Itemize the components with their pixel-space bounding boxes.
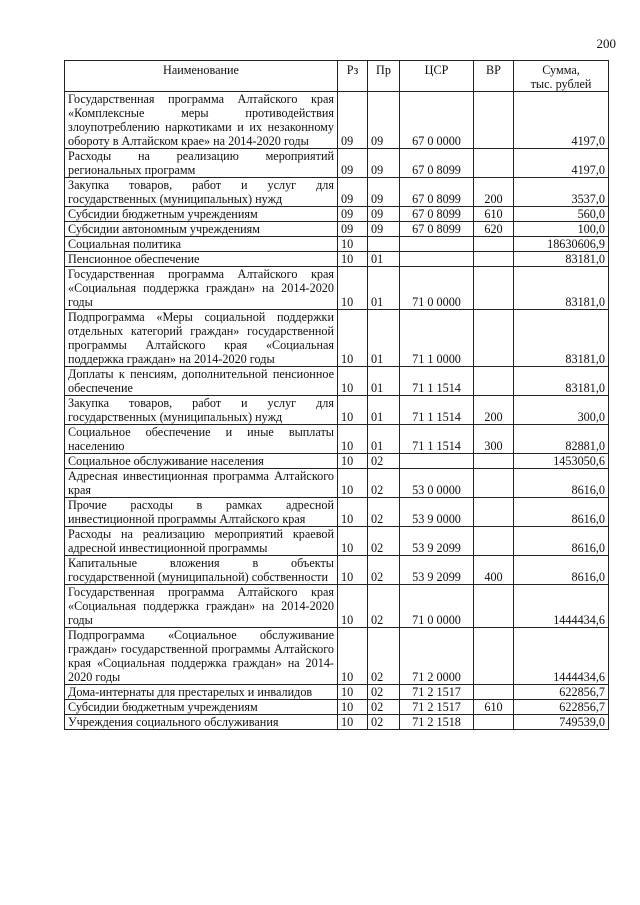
cell-pr: 02 xyxy=(368,454,400,469)
cell-name: Социальное обеспечение и иные выплаты населению xyxy=(65,425,338,454)
table-row xyxy=(65,527,609,556)
cell-sum: 4197,0 xyxy=(514,92,609,149)
cell-name: Государственная программа Алтайского края «Комплексные меры противодействия злоупотреблению наркотиками и их незаконному обороту в Алтайском крае» на 2014-2020 годы xyxy=(65,92,338,149)
cell-pr: 09 xyxy=(368,92,400,149)
cell-csr: 71 1 1514 xyxy=(400,425,474,454)
cell-rz: 10 xyxy=(338,685,368,700)
cell-pr: 01 xyxy=(368,425,400,454)
cell-vr: 610 xyxy=(474,700,514,715)
cell-name: Социальная политика xyxy=(65,237,338,252)
table-row xyxy=(65,207,609,222)
cell-sum: 83181,0 xyxy=(514,310,609,367)
cell-vr xyxy=(474,310,514,367)
cell-sum: 300,0 xyxy=(514,396,609,425)
cell-sum: 18630606,9 xyxy=(514,237,609,252)
cell-vr xyxy=(474,585,514,628)
table-row xyxy=(65,628,609,685)
cell-sum: 8616,0 xyxy=(514,469,609,498)
cell-sum: 560,0 xyxy=(514,207,609,222)
cell-csr: 67 0 8099 xyxy=(400,207,474,222)
cell-pr: 02 xyxy=(368,715,400,730)
header-sum-line1: Сумма, xyxy=(542,63,580,77)
cell-vr xyxy=(474,367,514,396)
cell-pr: 02 xyxy=(368,585,400,628)
cell-rz: 10 xyxy=(338,310,368,367)
cell-pr: 01 xyxy=(368,396,400,425)
cell-rz: 10 xyxy=(338,425,368,454)
table-row xyxy=(65,498,609,527)
cell-name: Расходы на реализацию мероприятий краевой адресной инвестиционной программы xyxy=(65,527,338,556)
header-sum xyxy=(514,61,609,92)
table-row xyxy=(65,149,609,178)
cell-vr xyxy=(474,149,514,178)
cell-csr: 71 0 0000 xyxy=(400,585,474,628)
cell-rz: 09 xyxy=(338,92,368,149)
cell-name: Учреждения социального обслуживания xyxy=(65,715,338,730)
table-row xyxy=(65,222,609,237)
table-row xyxy=(65,237,609,252)
cell-csr: 71 1 1514 xyxy=(400,367,474,396)
cell-vr xyxy=(474,498,514,527)
cell-vr xyxy=(474,628,514,685)
cell-pr: 02 xyxy=(368,685,400,700)
table-row xyxy=(65,715,609,730)
cell-csr: 53 9 2099 xyxy=(400,556,474,585)
cell-rz: 10 xyxy=(338,585,368,628)
cell-csr: 71 0 0000 xyxy=(400,267,474,310)
cell-csr: 71 1 0000 xyxy=(400,310,474,367)
header-sum-line2: тыс. рублей xyxy=(530,77,592,91)
cell-rz: 09 xyxy=(338,178,368,207)
cell-sum: 749539,0 xyxy=(514,715,609,730)
cell-sum: 1444434,6 xyxy=(514,628,609,685)
cell-sum: 1444434,6 xyxy=(514,585,609,628)
cell-vr xyxy=(474,469,514,498)
cell-pr: 09 xyxy=(368,222,400,237)
cell-pr: 02 xyxy=(368,628,400,685)
cell-name: Пенсионное обеспечение xyxy=(65,252,338,267)
cell-sum: 3537,0 xyxy=(514,178,609,207)
cell-vr xyxy=(474,685,514,700)
cell-name: Подпрограмма «Социальное обслуживание граждан» государственной программы Алтайского края «Социальная поддержка граждан» на 2014-2020 годы xyxy=(65,628,338,685)
cell-rz: 10 xyxy=(338,527,368,556)
cell-vr: 200 xyxy=(474,178,514,207)
table-row xyxy=(65,425,609,454)
cell-name: Адресная инвестиционная программа Алтайского края xyxy=(65,469,338,498)
cell-rz: 10 xyxy=(338,498,368,527)
header-rz: Рз xyxy=(338,61,368,92)
cell-vr xyxy=(474,252,514,267)
cell-sum: 1453050,6 xyxy=(514,454,609,469)
table-row xyxy=(65,700,609,715)
cell-pr: 09 xyxy=(368,178,400,207)
cell-csr: 53 0 0000 xyxy=(400,469,474,498)
cell-pr: 01 xyxy=(368,310,400,367)
cell-csr: 53 9 0000 xyxy=(400,498,474,527)
cell-rz: 10 xyxy=(338,252,368,267)
cell-rz: 10 xyxy=(338,715,368,730)
table-header-row xyxy=(65,61,609,92)
budget-table xyxy=(64,60,609,730)
cell-vr xyxy=(474,454,514,469)
cell-vr: 300 xyxy=(474,425,514,454)
cell-sum: 83181,0 xyxy=(514,367,609,396)
cell-name: Доплаты к пенсиям, дополнительной пенсионное обеспечение xyxy=(65,367,338,396)
cell-vr xyxy=(474,267,514,310)
cell-csr: 71 2 1517 xyxy=(400,700,474,715)
table-row xyxy=(65,556,609,585)
cell-pr: 02 xyxy=(368,498,400,527)
header-csr: ЦСР xyxy=(400,61,474,92)
table-row xyxy=(65,367,609,396)
cell-csr: 71 2 1518 xyxy=(400,715,474,730)
table-row xyxy=(65,685,609,700)
cell-sum: 100,0 xyxy=(514,222,609,237)
cell-csr: 67 0 8099 xyxy=(400,178,474,207)
cell-rz: 09 xyxy=(338,149,368,178)
cell-csr: 67 0 0000 xyxy=(400,92,474,149)
cell-pr: 02 xyxy=(368,469,400,498)
cell-rz: 10 xyxy=(338,556,368,585)
cell-name: Субсидии бюджетным учреждениям xyxy=(65,207,338,222)
cell-pr: 02 xyxy=(368,556,400,585)
cell-rz: 10 xyxy=(338,628,368,685)
cell-pr: 09 xyxy=(368,207,400,222)
cell-rz: 10 xyxy=(338,454,368,469)
table-row xyxy=(65,585,609,628)
cell-sum: 83181,0 xyxy=(514,267,609,310)
cell-vr: 620 xyxy=(474,222,514,237)
cell-rz: 10 xyxy=(338,237,368,252)
cell-pr: 09 xyxy=(368,149,400,178)
cell-rz: 09 xyxy=(338,207,368,222)
cell-csr: 67 0 8099 xyxy=(400,149,474,178)
cell-rz: 10 xyxy=(338,700,368,715)
cell-sum: 8616,0 xyxy=(514,556,609,585)
header-pr: Пр xyxy=(368,61,400,92)
cell-csr xyxy=(400,237,474,252)
table-row xyxy=(65,396,609,425)
cell-name: Закупка товаров, работ и услуг для государственных (муниципальных) нужд xyxy=(65,396,338,425)
cell-vr xyxy=(474,527,514,556)
cell-sum: 8616,0 xyxy=(514,498,609,527)
cell-sum: 82881,0 xyxy=(514,425,609,454)
cell-sum: 622856,7 xyxy=(514,700,609,715)
cell-sum: 83181,0 xyxy=(514,252,609,267)
cell-rz: 09 xyxy=(338,222,368,237)
table-row xyxy=(65,92,609,149)
header-vr: ВР xyxy=(474,61,514,92)
cell-sum: 622856,7 xyxy=(514,685,609,700)
cell-sum: 8616,0 xyxy=(514,527,609,556)
cell-rz: 10 xyxy=(338,367,368,396)
cell-pr: 02 xyxy=(368,527,400,556)
cell-csr: 71 1 1514 xyxy=(400,396,474,425)
cell-vr: 200 xyxy=(474,396,514,425)
cell-csr: 53 9 2099 xyxy=(400,527,474,556)
page-number: 200 xyxy=(596,36,616,51)
table-row xyxy=(65,267,609,310)
cell-name: Государственная программа Алтайского края «Социальная поддержка граждан» на 2014-2020 годы xyxy=(65,267,338,310)
cell-name: Закупка товаров, работ и услуг для государственных (муниципальных) нужд xyxy=(65,178,338,207)
cell-vr xyxy=(474,715,514,730)
table-row xyxy=(65,310,609,367)
cell-vr: 610 xyxy=(474,207,514,222)
cell-csr xyxy=(400,454,474,469)
cell-vr xyxy=(474,237,514,252)
cell-name: Капитальные вложения в объекты государственной (муниципальной) собственности xyxy=(65,556,338,585)
cell-name: Субсидии автономным учреждениям xyxy=(65,222,338,237)
cell-name: Субсидии бюджетным учреждениям xyxy=(65,700,338,715)
cell-csr: 67 0 8099 xyxy=(400,222,474,237)
cell-name: Государственная программа Алтайского края «Социальная поддержка граждан» на 2014-2020 годы xyxy=(65,585,338,628)
cell-csr: 71 2 0000 xyxy=(400,628,474,685)
cell-name: Прочие расходы в рамках адресной инвестиционной программы Алтайского края xyxy=(65,498,338,527)
cell-name: Подпрограмма «Меры социальной поддержки отдельных категорий граждан» государственной программы Алтайского края «Социальная поддержка граждан» на 2014-2020 годы xyxy=(65,310,338,367)
cell-rz: 10 xyxy=(338,267,368,310)
cell-pr: 01 xyxy=(368,267,400,310)
cell-pr: 01 xyxy=(368,367,400,396)
cell-sum: 4197,0 xyxy=(514,149,609,178)
cell-pr xyxy=(368,237,400,252)
table-row xyxy=(65,178,609,207)
header-name: Наименование xyxy=(65,61,338,92)
cell-vr: 400 xyxy=(474,556,514,585)
cell-rz: 10 xyxy=(338,469,368,498)
cell-name: Дома-интернаты для престарелых и инвалидов xyxy=(65,685,338,700)
table-row xyxy=(65,454,609,469)
cell-rz: 10 xyxy=(338,396,368,425)
cell-name: Социальное обслуживание населения xyxy=(65,454,338,469)
cell-pr: 02 xyxy=(368,700,400,715)
table-row xyxy=(65,252,609,267)
cell-csr xyxy=(400,252,474,267)
cell-vr xyxy=(474,92,514,149)
cell-pr: 01 xyxy=(368,252,400,267)
table-row xyxy=(65,469,609,498)
cell-name: Расходы на реализацию мероприятий региональных программ xyxy=(65,149,338,178)
cell-csr: 71 2 1517 xyxy=(400,685,474,700)
